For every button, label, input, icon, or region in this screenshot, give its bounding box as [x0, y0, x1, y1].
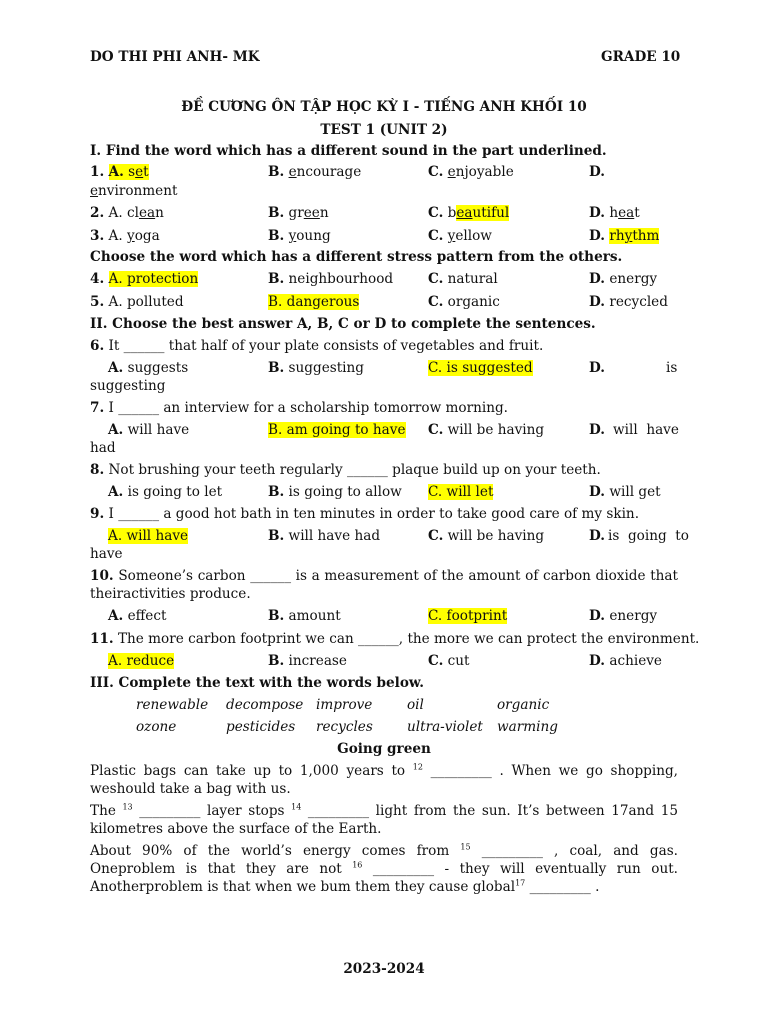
- word-bank-item: organic: [497, 697, 550, 713]
- option-b: B. young: [268, 228, 331, 244]
- option-d: D. heat: [589, 205, 640, 221]
- question-number: 1.: [90, 164, 105, 180]
- question-7-stem: 7. I ______ an interview for a scholarship tomorrow morning.: [90, 400, 508, 416]
- option-c: C. will be having: [428, 528, 545, 544]
- document-subtitle: TEST 1 (UNIT 2): [320, 122, 448, 138]
- option-d: D. achieve: [589, 653, 662, 669]
- question-10-options: [0, 607, 768, 625]
- answer-highlight: C. footprint: [428, 608, 508, 624]
- option-d-continuation: suggesting: [90, 378, 166, 394]
- question-8-options: [0, 483, 768, 501]
- word-bank-item: ultra-violet: [407, 719, 483, 735]
- answer-highlight: A. reduce: [108, 653, 175, 669]
- passage-title: Going green: [337, 741, 431, 757]
- section-3-heading: III. Complete the text with the words below.: [90, 675, 424, 691]
- option-d: D.: [589, 422, 606, 438]
- word-bank-item: warming: [497, 719, 558, 735]
- option-b: B. suggesting: [268, 360, 364, 376]
- document-title: ĐỀ CƯƠNG ÔN TẬP HỌC KỲ I - TIẾNG ANH KHỐI 10: [181, 99, 587, 115]
- question-6-stem: 6. It ______ that half of your plate consists of vegetables and fruit.: [90, 338, 544, 354]
- word-bank-item: pesticides: [226, 719, 296, 735]
- option-d: D. recycled: [589, 294, 668, 310]
- word-bank-item: ozone: [136, 719, 177, 735]
- passage-paragraph: Plastic bags can take up to 1,000 years to $^{12}$ _________ . When we go shopping, weshould take a bag with us.: [90, 762, 678, 797]
- question-number: 5.: [90, 294, 105, 310]
- option-d-text: will have: [613, 422, 679, 438]
- answer-highlight: eautiful: [456, 205, 510, 221]
- option-a: A. effect: [108, 608, 167, 624]
- option-c: C. will be having: [428, 422, 545, 438]
- question-7-options: [0, 421, 768, 439]
- question-number: 2.: [90, 205, 105, 221]
- option-a: A. is going to let: [108, 484, 223, 500]
- answer-highlight: rhythm: [609, 228, 660, 244]
- question-9-options: [0, 527, 768, 545]
- answer-highlight: B. dangerous: [268, 294, 360, 310]
- word-bank-item: improve: [316, 697, 373, 713]
- option-d-continuation: had: [90, 440, 116, 456]
- word-bank-item: recycles: [316, 719, 373, 735]
- option-d: D.: [589, 528, 606, 544]
- word-bank-row: [0, 696, 768, 714]
- answer-highlight: C. will let: [428, 484, 494, 500]
- option-b: B. green: [268, 205, 329, 221]
- option-c: C. yellow: [428, 228, 492, 244]
- option-d: D.: [589, 164, 606, 180]
- question-1: [0, 163, 768, 181]
- footer-year: 2023-2024: [343, 961, 425, 977]
- question-number: 3.: [90, 228, 105, 244]
- option-d: D. energy: [589, 608, 658, 624]
- word-bank-item: decompose: [226, 697, 304, 713]
- option-d: D.: [589, 360, 606, 376]
- question-11-options: [0, 652, 768, 670]
- option-b: B. will have had: [268, 528, 381, 544]
- option-c: C. organic: [428, 294, 500, 310]
- option-c: C. enjoyable: [428, 164, 514, 180]
- option-c: C. beautiful: [428, 205, 510, 221]
- option-b: B. neighbourhood: [268, 271, 394, 287]
- answer-highlight: A. set: [108, 164, 149, 180]
- question-9-stem: 9. I ______ a good hot bath in ten minutes in order to take good care of my skin.: [90, 506, 640, 522]
- author-header: DO THI PHI ANH- MK: [90, 49, 260, 65]
- grade-header: GRADE 10: [601, 49, 681, 65]
- question-11-stem: 11. The more carbon footprint we can ______, the more we can protect the environment.: [90, 631, 700, 647]
- option-d-text: is going to: [608, 528, 689, 544]
- word-bank-row: [0, 718, 768, 736]
- option-c: C. cut: [428, 653, 470, 669]
- option-d: D. rhythm: [589, 228, 660, 244]
- section-2-heading: II. Choose the best answer A, B, C or D to complete the sentences.: [90, 316, 596, 332]
- question-number: 4.: [90, 271, 105, 287]
- option-b: B. increase: [268, 653, 347, 669]
- answer-highlight: A. will have: [108, 528, 189, 544]
- option-c: C. natural: [428, 271, 498, 287]
- option-d: D. will get: [589, 484, 661, 500]
- option-b: B. amount: [268, 608, 341, 624]
- answer-highlight: C. is suggested: [428, 360, 533, 376]
- answer-highlight: B. am going to have: [268, 422, 406, 438]
- question-6-options: [0, 359, 768, 377]
- section-1-heading: I. Find the word which has a different sound in the part underlined.: [90, 143, 607, 159]
- question-4: [0, 270, 768, 288]
- question-10-stem: 10. Someone’s carbon ______ is a measurement of the amount of carbon dioxide that theiractivities produce.: [90, 568, 678, 602]
- option-a: A. suggests: [108, 360, 189, 376]
- option-d-text: is: [666, 360, 678, 376]
- option-b: B. encourage: [268, 164, 362, 180]
- question-5: 5. A. polluted B. dangerous C. organic D. recycled: [90, 294, 668, 310]
- question-2: 2. A. clean B. green C. beautiful D. heat: [90, 205, 640, 221]
- word-bank-item: oil: [407, 697, 424, 713]
- question-8-stem: 8. Not brushing your teeth regularly ______ plaque build up on your teeth.: [90, 462, 601, 478]
- option-a: A. will have: [108, 422, 190, 438]
- passage-paragraph: The $^{13}$ _________ layer stops $^{14}$ _________ light from the sun. It’s between 17and 15 kilometres above the surface of the Earth.: [90, 802, 678, 837]
- section-1b-heading: Choose the word which has a different stress pattern from the others.: [90, 249, 623, 265]
- question-3: 3. A. yoga B. young C. yellow D. rhythm: [90, 228, 660, 244]
- option-b: B. is going to allow: [268, 484, 402, 500]
- option-d-continuation: have: [90, 546, 123, 562]
- word-bank-item: renewable: [136, 697, 209, 713]
- answer-highlight: A. protection: [108, 271, 199, 287]
- passage-paragraph: About 90% of the world’s energy comes from $^{15}$ _________ , coal, and gas. Oneproblem is that they are not $^{16}$ _________ - they will eventually run out. Anotherproblem is that when we bum them they cause global$^{17}$ _________ .: [90, 842, 679, 895]
- option-d-continuation: environment: [90, 183, 178, 199]
- option-d: D. energy: [589, 271, 658, 287]
